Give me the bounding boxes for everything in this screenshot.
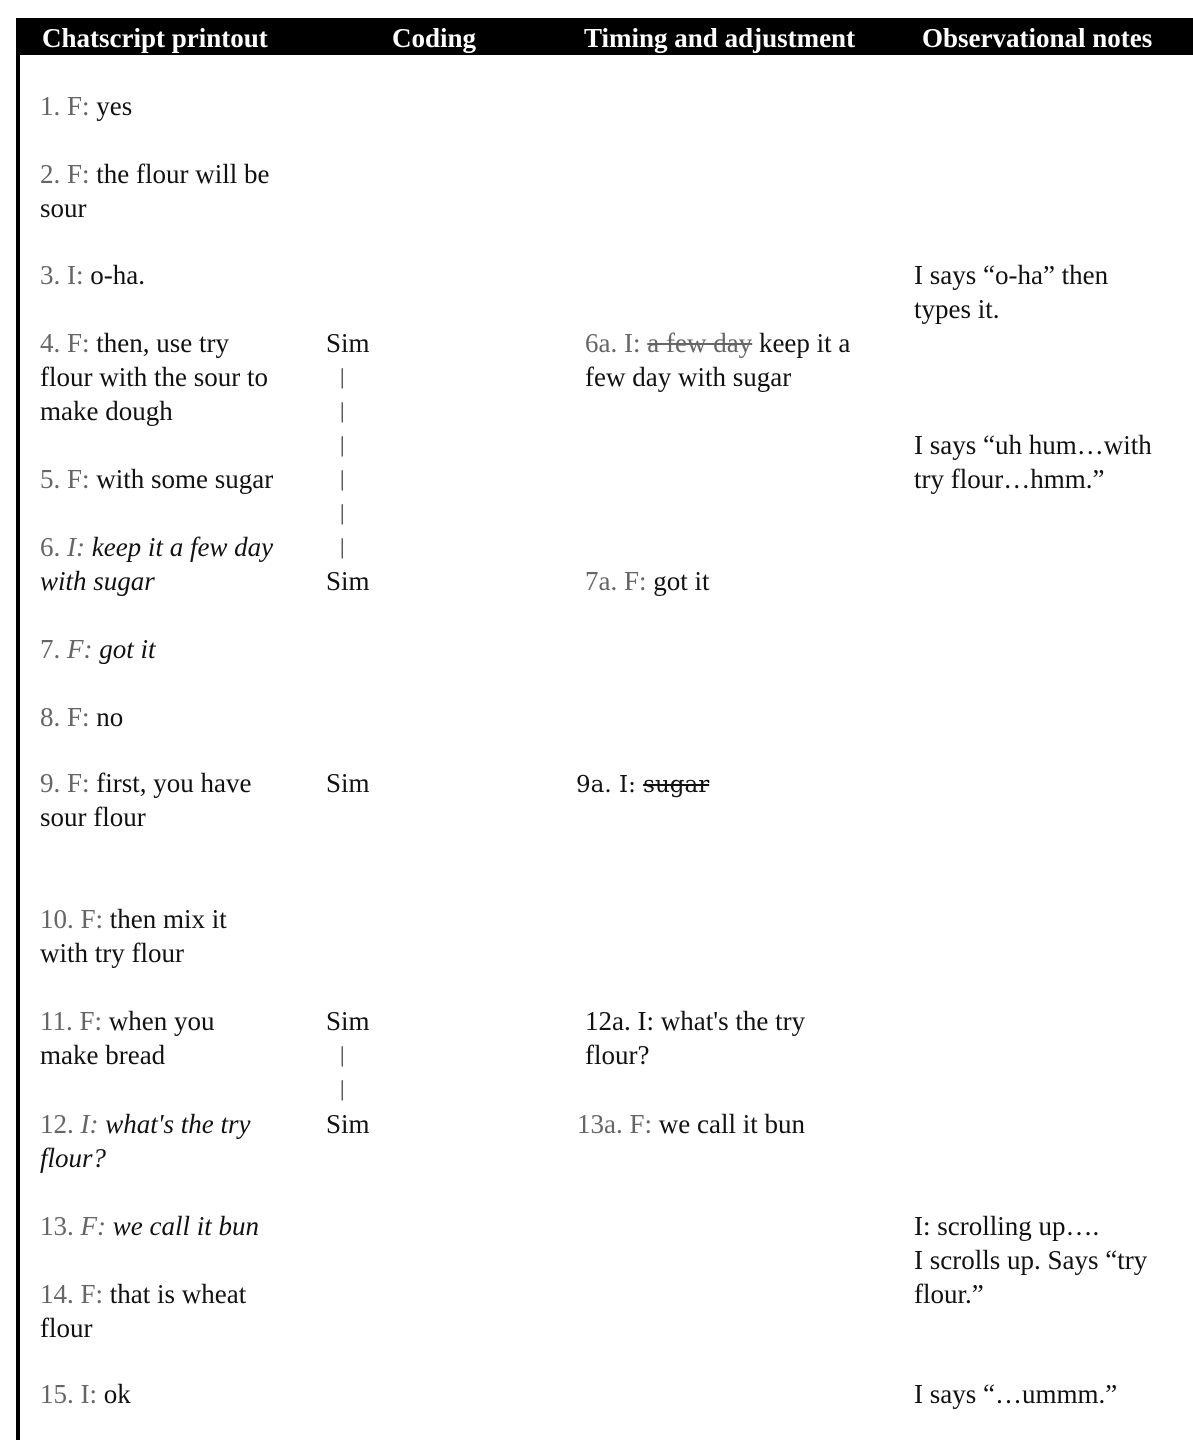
observation-note-4: I says “…ummm.” <box>914 1379 1118 1409</box>
chat-line-15: 15. I: ok <box>40 1379 131 1409</box>
chat-line-5: 5. F: with some sugar <box>40 464 274 494</box>
chat-line-12: 12. I: what's the try flour? <box>40 1109 251 1173</box>
coding-bar: | <box>340 432 345 457</box>
timing-entry-12a: 12a. I: what's the try flour? <box>585 1006 806 1070</box>
chat-line-2: 2. F: the flour will be sour <box>40 159 270 223</box>
timing-entry-7a: 7a. F: got it <box>585 566 710 596</box>
chat-line-3: 3. I: o-ha. <box>40 260 145 290</box>
coding-bar: | <box>340 500 345 525</box>
coding-bar: | <box>340 364 345 389</box>
column-header-coding: Coding <box>392 23 477 53</box>
coding-bar: | <box>340 1042 345 1067</box>
coding-sim-2: Sim <box>326 768 370 798</box>
chat-line-11: 11. F: when you make bread <box>40 1006 215 1070</box>
column-header-chatscript: Chatscript printout <box>42 23 268 53</box>
chat-line-7: 7. F: got it <box>40 634 156 664</box>
table-header <box>16 18 1193 55</box>
chat-line-6: 6. I: keep it a few day with sugar <box>40 532 274 596</box>
coding-bar: | <box>340 398 345 423</box>
coding-sim-start-3: Sim <box>326 1006 370 1036</box>
chat-line-4: 4. F: then, use try flour with the sour to make dough <box>40 328 268 426</box>
coding-bar: | <box>340 466 345 491</box>
coding-sim-start-1: Sim <box>326 328 370 358</box>
column-header-notes: Observational notes <box>922 23 1153 53</box>
column-header-timing: Timing and adjustment <box>584 23 856 53</box>
observation-note-1: I says “o-ha” then types it. <box>914 260 1109 324</box>
chat-line-10: 10. F: then mix it with try flour <box>40 904 227 968</box>
left-border-rule <box>16 18 20 1440</box>
coding-sim-end-3: Sim <box>326 1109 370 1139</box>
chat-line-1: 1. F: yes <box>40 91 133 121</box>
observation-note-2: I says “uh hum…with try flour…hmm.” <box>914 430 1152 494</box>
chat-line-8: 8. F: no <box>40 702 124 732</box>
chat-line-14: 14. F: that is wheat flour <box>40 1279 247 1343</box>
coding-bar: | <box>340 1076 345 1101</box>
coding-sim-end-1: Sim <box>326 566 370 596</box>
chat-line-9: 9. F: first, you have sour flour <box>40 768 252 832</box>
chat-line-13: 13. F: we call it bun <box>40 1211 259 1241</box>
timing-entry-9a: 9a. I: sugar <box>576 772 710 798</box>
coding-bar: | <box>340 534 345 559</box>
observation-note-3: I: scrolling up…. I scrolls up. Says “try flour.” <box>914 1211 1148 1309</box>
timing-entry-6a: 6a. I: a few day keep it a few day with sugar <box>585 328 851 392</box>
timing-entry-13a: 13a. F: we call it bun <box>577 1109 805 1139</box>
